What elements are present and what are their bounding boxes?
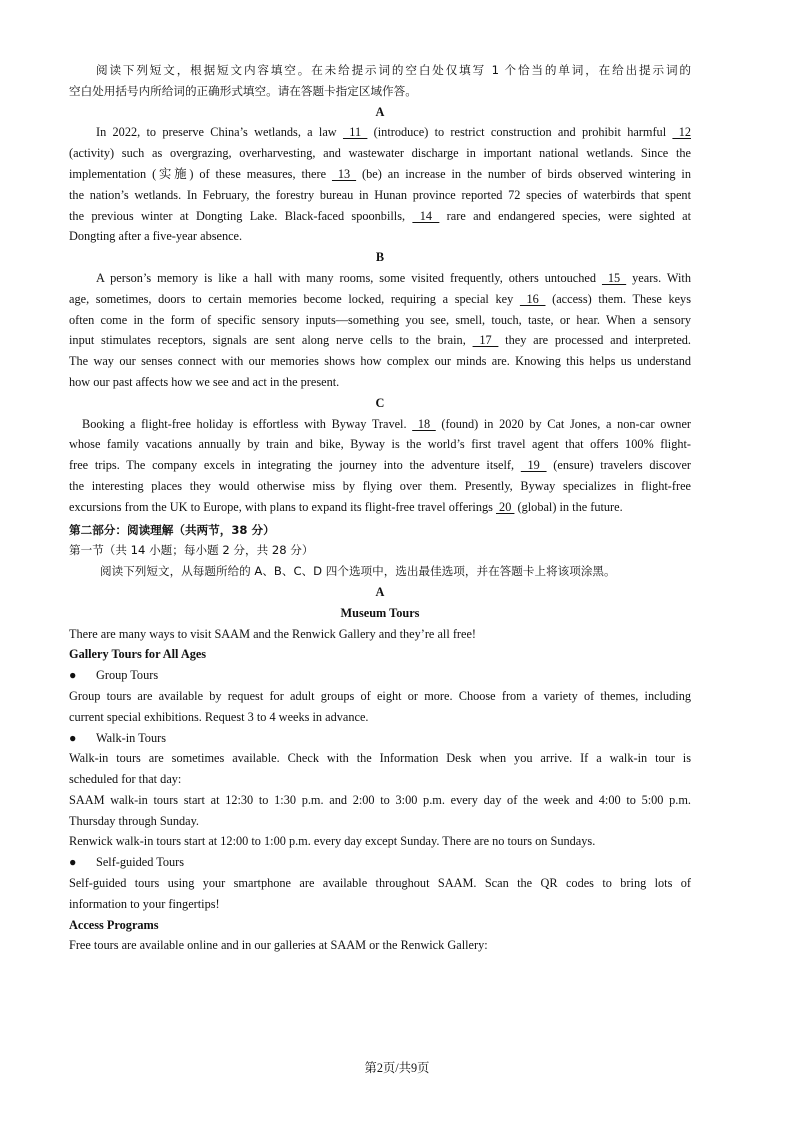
answer-blank[interactable]: 12 xyxy=(672,125,691,140)
section-heading-c: C xyxy=(375,395,385,410)
section-c-passage xyxy=(69,414,691,518)
part2-subtitle: 第一节（共 14 小题；每小题 2 分，共 28 分） xyxy=(69,543,314,558)
section-heading-a: A xyxy=(375,104,385,119)
answer-blank[interactable]: 19 xyxy=(520,458,547,473)
self-guided-text: information to your fingertips! xyxy=(69,896,220,911)
passage-line xyxy=(69,310,691,331)
passage-text: Booking a flight-free holiday is effortless with Byway Travel. xyxy=(82,416,413,431)
list-item-walkin-tours xyxy=(69,728,691,749)
answer-blank[interactable]: 13 xyxy=(331,166,357,181)
answer-blank[interactable]: 15 xyxy=(601,270,627,285)
passage-line xyxy=(69,122,691,143)
passage-line xyxy=(69,268,691,289)
gallery-tours-heading: Gallery Tours for All Ages xyxy=(69,647,207,662)
passage-text: how our past affects how we see and act in the present. xyxy=(69,374,340,389)
walkin-tours-text: Walk-in tours are sometimes available. Check with the Information Desk when you arrive. If a walk-in tour is xyxy=(69,751,691,766)
part1-instruction-line: 阅读下列短文，根据短文内容填空。在未给提示词的空白处仅填写 1 个恰当的单词，在给出提示词的 xyxy=(96,63,691,77)
walkin-tours-text: scheduled for that day: xyxy=(69,772,182,787)
passage-text: input stimulates receptors, signals are sent along nerve cells to the brain, xyxy=(69,333,473,348)
passage-text: (ensure) travelers discover xyxy=(546,458,691,473)
passage-text: the previous winter at Dongting Lake. Black-faced spoonbills, xyxy=(69,208,413,223)
passage-line xyxy=(69,497,691,518)
passage-text: (activity) such as overgrazing, overharvesting, and wastewater discharge in important national wetlands. Since the xyxy=(69,146,691,161)
document-page xyxy=(69,60,691,956)
passage-line xyxy=(69,185,691,206)
access-programs-text: Free tours are available online and in our galleries at SAAM or the Renwick Gallery: xyxy=(69,938,488,953)
access-programs-heading: Access Programs xyxy=(69,917,159,932)
passage-text: (global) in the future. xyxy=(514,499,623,514)
self-guided-label: Self-guided Tours xyxy=(96,855,185,870)
passage-text: excursions from the UK to Europe, with plans to expand its flight-free travel offerings xyxy=(69,499,496,514)
bullet-icon: ● xyxy=(69,668,77,683)
passage-line xyxy=(69,289,691,310)
passage-text: (be) an increase in the number of birds observed wintering in xyxy=(356,166,691,181)
answer-blank[interactable]: 11 xyxy=(342,125,368,140)
passage-line xyxy=(69,372,691,393)
renwick-walkin-text: Renwick walk-in tours start at 12:00 to 1:00 p.m. every day except Sunday. There are no tours on Sundays. xyxy=(69,834,596,849)
passage-line xyxy=(69,164,691,185)
answer-blank[interactable]: 18 xyxy=(412,416,436,431)
list-item-self-guided-tours xyxy=(69,852,691,873)
part2-title: 第二部分：阅读理解（共两节，38 分） xyxy=(69,522,275,537)
passage-text: often come in the form of specific sensory inputs—something you see, smell, touch, taste, or hear. When a sensory xyxy=(69,312,691,327)
self-guided-text: Self-guided tours using your smartphone are available throughout SAAM. Scan the QR codes to bring lots of xyxy=(69,876,691,891)
passage-text: years. With xyxy=(626,270,691,285)
passage-text: implementation (实施) of these measures, there xyxy=(69,166,332,181)
passage-letter: A xyxy=(375,584,385,599)
section-a-passage xyxy=(69,122,691,247)
answer-blank[interactable]: 16 xyxy=(519,291,546,306)
page-footer: 第2页/共9页 xyxy=(364,1061,430,1075)
passage-text: the interesting places they would otherwise miss by flying over them. Presently, Byway specializes in flight-free xyxy=(69,478,691,493)
answer-blank[interactable]: 17 xyxy=(472,333,499,348)
passage-line xyxy=(69,206,691,227)
passage-line xyxy=(69,143,691,164)
passage-line xyxy=(69,434,691,455)
passage-line xyxy=(69,330,691,351)
passage-text: free trips. The company excels in integrating the journey into the adventure itself, xyxy=(69,458,521,473)
passage-text: (introduce) to restrict construction and prohibit harmful xyxy=(367,125,673,140)
part1-instruction-line: 空白处用括号内所给词的正确形式填空。请在答题卡指定区域作答。 xyxy=(69,83,417,98)
passage-text: A person’s memory is like a hall with many rooms, some visited frequently, others untouched xyxy=(96,270,602,285)
passage-text: they are processed and interpreted. xyxy=(498,333,691,348)
group-tours-text: Group tours are available by request for adult groups of eight or more. Choose from a variety of themes, including xyxy=(69,688,691,703)
answer-blank[interactable]: 20 xyxy=(495,499,515,514)
part2-instruction: 阅读下列短文，从每题所给的 A、B、C、D 四个选项中，选出最佳选项，并在答题卡上将该项涂黑。 xyxy=(100,564,616,579)
saam-walkin-text: SAAM walk-in tours start at 12:30 to 1:30 p.m. and 2:00 to 3:00 p.m. every day of the week and 4:00 to 5:00 p.m. xyxy=(69,792,691,807)
passage-line xyxy=(69,226,691,247)
passage-text: (found) in 2020 by Cat Jones, a non-car owner xyxy=(435,416,691,431)
passage-text: (access) them. These keys xyxy=(545,291,691,306)
passage-line xyxy=(69,455,691,476)
passage-line xyxy=(69,476,691,497)
group-tours-label: Group Tours xyxy=(96,668,159,683)
passage-text: The way our senses connect with our memories shows how complex our minds are. Knowing this helps us understand xyxy=(69,354,691,369)
passage-text: age, sometimes, doors to certain memories become locked, requiring a special key xyxy=(69,291,520,306)
passage-text: In 2022, to preserve China’s wetlands, a law xyxy=(96,125,343,140)
passage-line xyxy=(69,351,691,372)
passage-text: Dongting after a five-year absence. xyxy=(69,229,243,244)
saam-walkin-text: Thursday through Sunday. xyxy=(69,813,200,828)
walkin-tours-label: Walk-in Tours xyxy=(96,730,166,745)
bullet-icon: ● xyxy=(69,730,77,745)
section-b-passage xyxy=(69,268,691,393)
passage-intro: There are many ways to visit SAAM and the Renwick Gallery and they’re all free! xyxy=(69,626,477,641)
list-item-group-tours xyxy=(69,665,691,686)
section-heading-b: B xyxy=(375,250,385,265)
bullet-icon: ● xyxy=(69,855,77,870)
passage-text: whose family vacations annually by train and bike, Byway is the world’s first travel agent that offers 100% flight- xyxy=(69,437,691,452)
group-tours-text: current special exhibitions. Request 3 to 4 weeks in advance. xyxy=(69,709,369,724)
passage-text: the nation’s wetlands. In February, the forestry bureau in Hunan province reported 72 species of waterbirds that spent xyxy=(69,187,691,202)
answer-blank[interactable]: 14 xyxy=(412,208,440,223)
passage-line xyxy=(69,414,691,435)
passage-title: Museum Tours xyxy=(340,605,420,620)
passage-text: rare and endangered species, were sighted at xyxy=(439,208,692,223)
